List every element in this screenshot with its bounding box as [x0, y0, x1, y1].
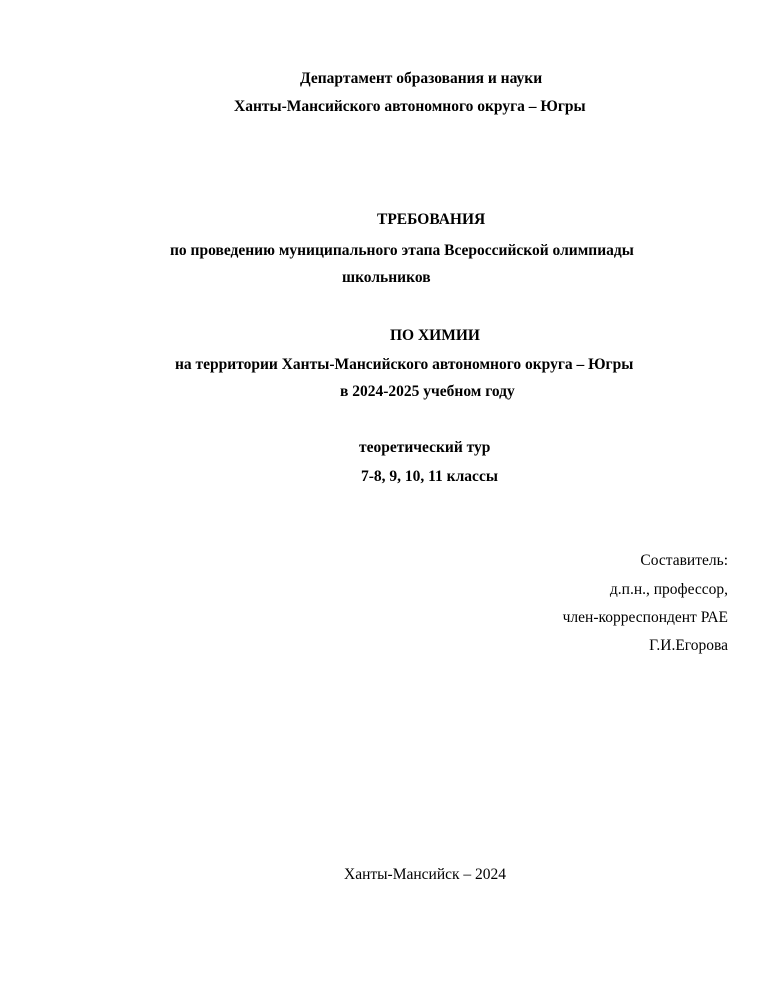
- header-department: Департамент образования и науки: [300, 70, 543, 87]
- footer-place-year: Ханты-Мансийск – 2024: [344, 866, 507, 883]
- academic-year: в 2024-2025 учебном году: [340, 383, 515, 400]
- author-degree: д.п.н., профессор,: [609, 581, 728, 598]
- document-title: ТРЕБОВАНИЯ: [377, 211, 486, 228]
- author-membership: член-корреспондент РАЕ: [562, 609, 728, 626]
- subject-territory: на территории Ханты-Мансийского автономного округа – Югры: [175, 356, 634, 373]
- author-label: Составитель:: [640, 552, 728, 569]
- subject-heading: ПО ХИМИИ: [390, 327, 480, 344]
- round-type: теоретический тур: [359, 439, 491, 456]
- author-name: Г.И.Егорова: [649, 637, 728, 654]
- grades: 7-8, 9, 10, 11 классы: [361, 468, 498, 485]
- header-region: Ханты-Мансийского автономного округа – Югры: [234, 98, 586, 115]
- title-description: по проведению муниципального этапа Всероссийской олимпиады: [170, 242, 634, 259]
- title-description-continued: школьников: [342, 269, 431, 286]
